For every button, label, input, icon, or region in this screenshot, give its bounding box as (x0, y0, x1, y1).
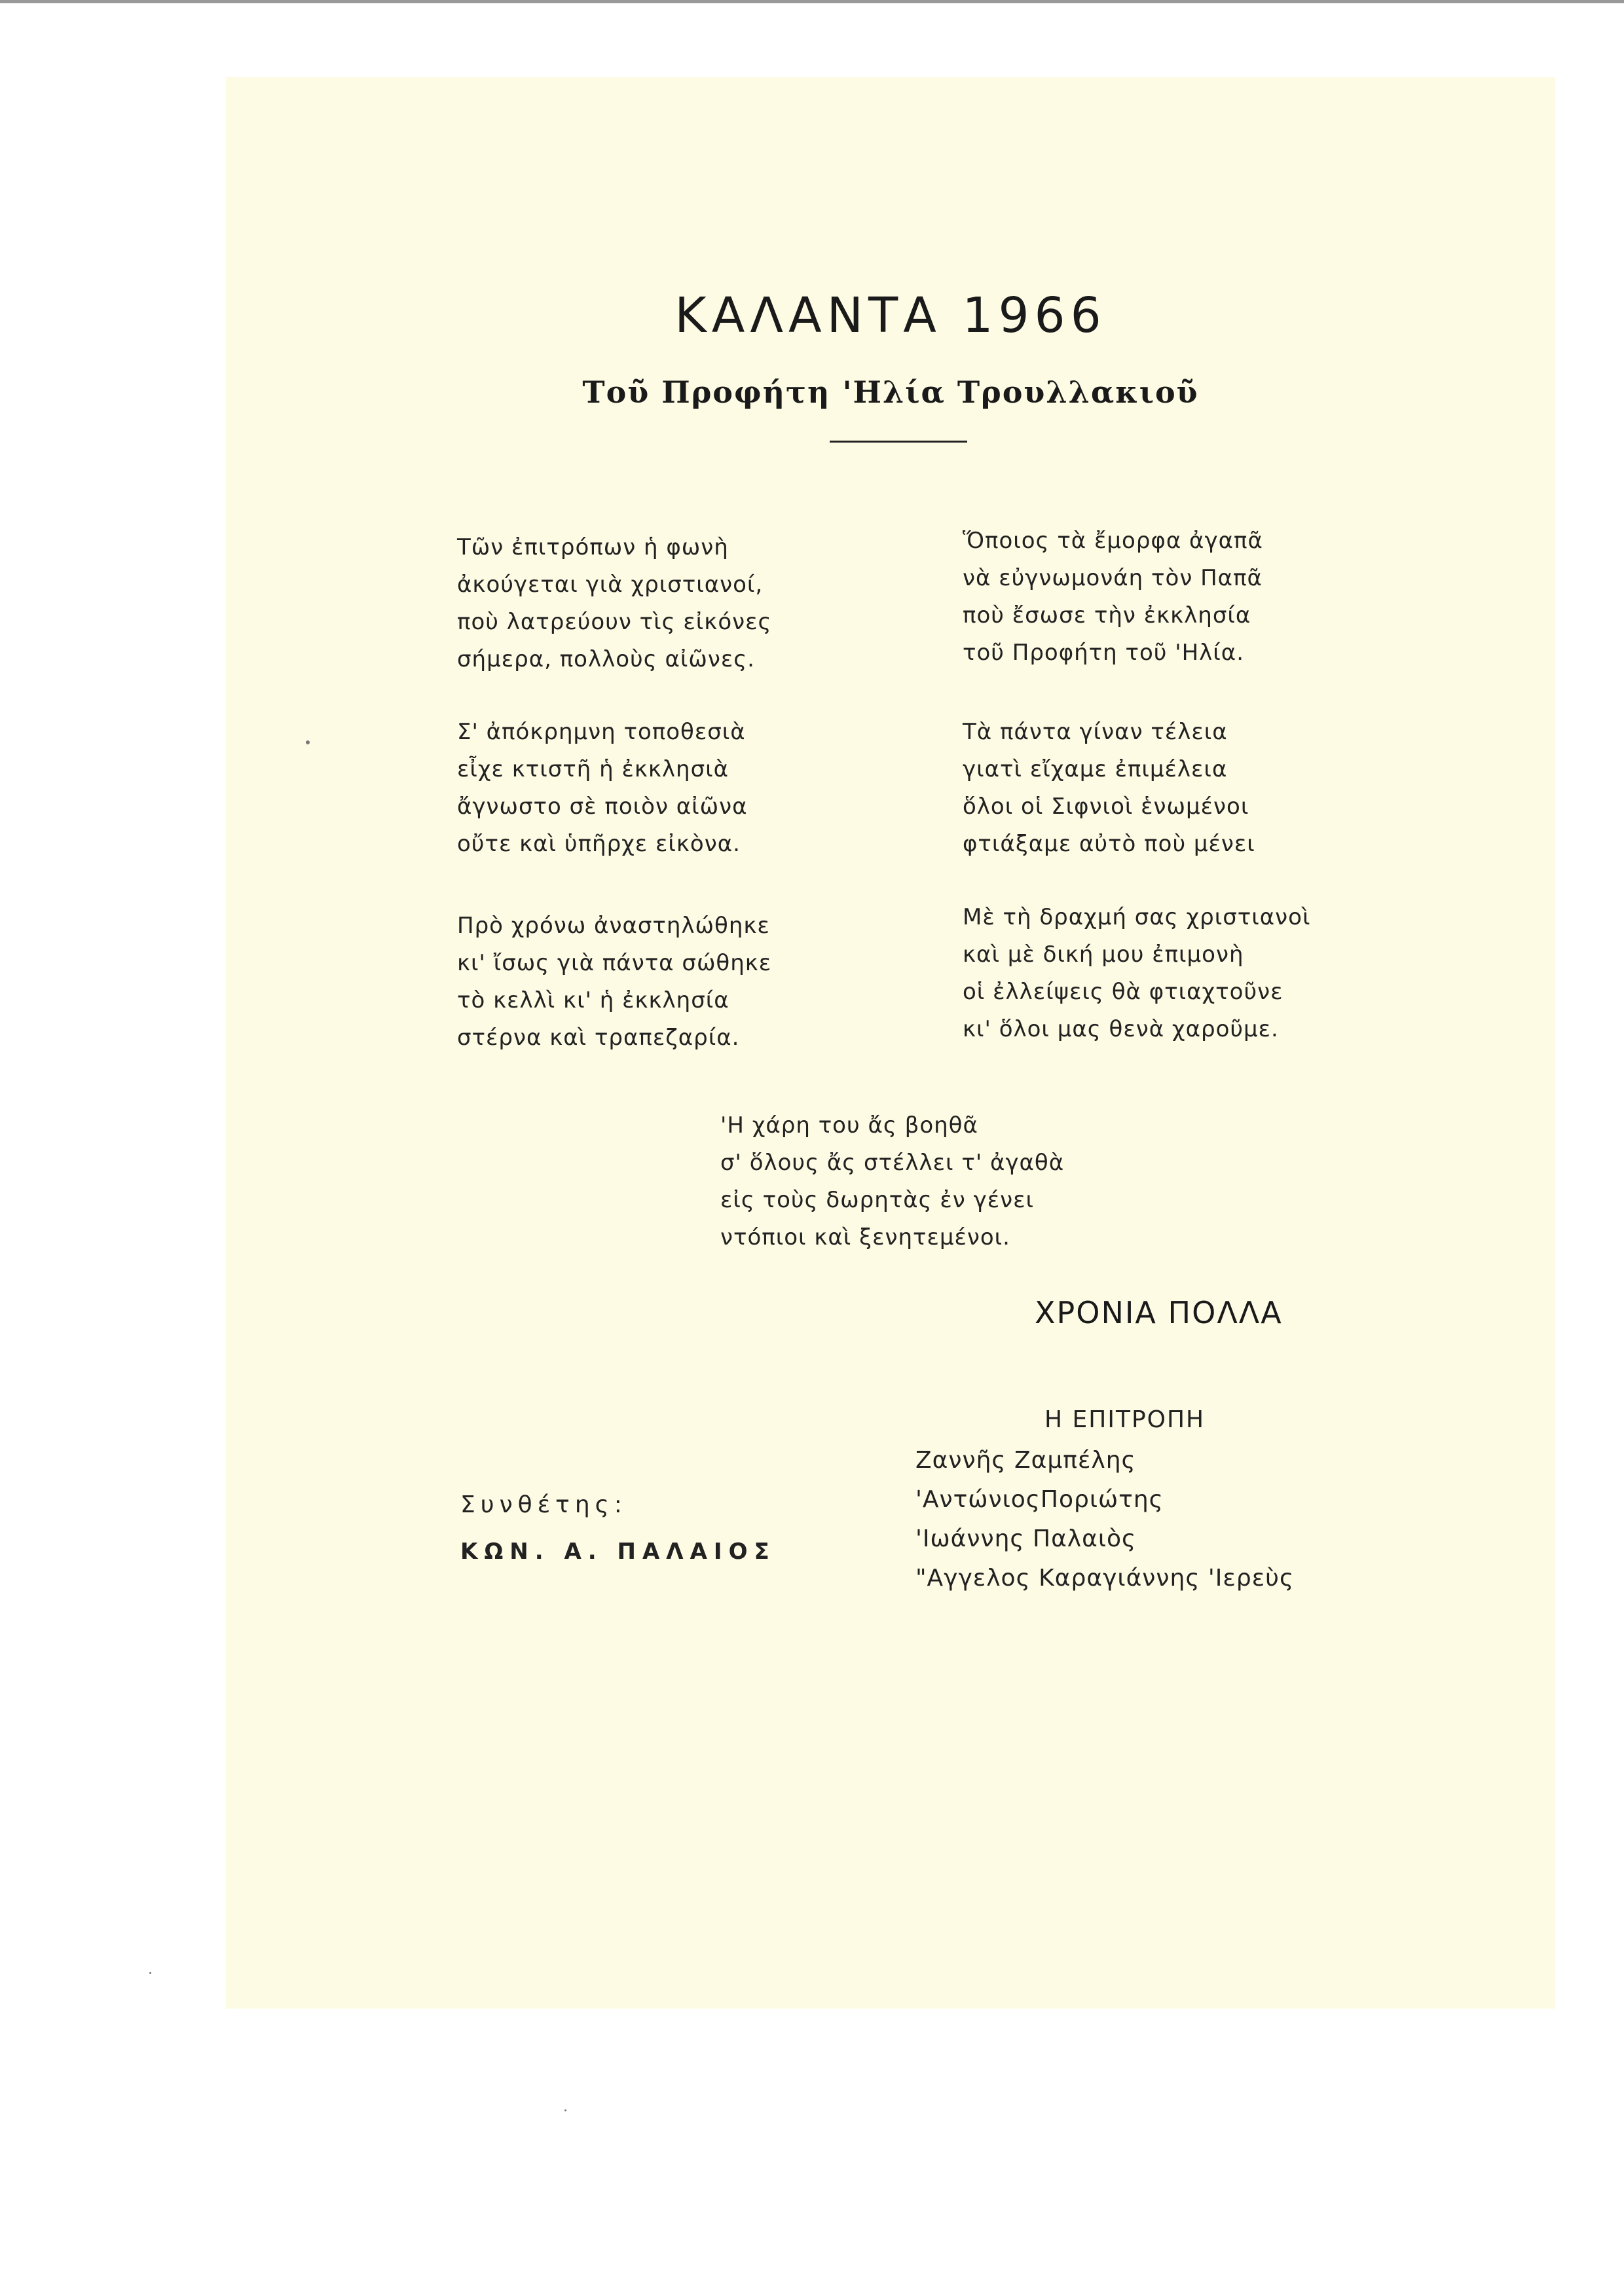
composer-label: Συνθέτης: (460, 1491, 627, 1518)
verse-line: ἄγνωστο σὲ ποιὸν αἰῶνα (457, 793, 748, 820)
verse-line: Ὅποιος τὰ ἔμορφα ἀγαπᾶ (963, 528, 1263, 554)
composer-name: ΚΩΝ. Α. ΠΑΛΑΙΟΣ (460, 1539, 776, 1565)
verse-line: γιατὶ εἴχαμε ἐπιμέλεια (963, 756, 1228, 782)
committee-member: 'Ιωάννης Παλαιὸς (915, 1525, 1137, 1552)
paper-sheet (226, 77, 1555, 2009)
stanza-1 (457, 529, 771, 678)
verse-line: κι' ὅλοι μας θενὰ χαροῦμε. (963, 1016, 1279, 1042)
verse-line: σ' ὅλους ἄς στέλλει τ' ἀγαθὰ (720, 1150, 1065, 1176)
verse-line: νὰ εὐγνωμονάη τὸν Παπᾶ (963, 565, 1263, 591)
verse-line: οὔτε καὶ ὑπῆρχε εἰκὸνα. (457, 831, 741, 857)
committee-member: "Αγγελος Καραγιάννης 'Ιερεὺς (915, 1565, 1295, 1592)
verse-line: Μὲ τὴ δραχμή σας χριστιανοὶ (963, 904, 1311, 930)
verse-line: Τῶν ἐπιτρόπων ἡ φωνὴ (457, 534, 729, 560)
verse-line: ἀκούγεται γιὰ χριστιανοί, (457, 572, 764, 598)
greeting: ΧΡΟΝΙΑ ΠΟΛΛΑ (1035, 1295, 1283, 1330)
stanza-4 (963, 522, 1263, 672)
verse-line: Σ' ἀπόκρημνη τοποθεσιὰ (457, 719, 746, 745)
verse-line: οἱ ἐλλείψεις θὰ φτιαχτοῦνε (963, 979, 1283, 1005)
verse-line: Πρὸ χρόνω ἀναστηλώθηκε (457, 913, 770, 939)
scan-speck (564, 2109, 566, 2111)
title-divider (830, 441, 967, 443)
verse-line: κι' ἴσως γιὰ πάντα σώθηκε (457, 950, 772, 976)
stanza-7 (720, 1107, 1064, 1256)
paper-speck (306, 740, 310, 744)
verse-line: σήμερα, πολλοὺς αἰῶνες. (457, 646, 755, 672)
verse-line: στέρνα καὶ τραπεζαρία. (457, 1025, 740, 1051)
committee-members (915, 1441, 1294, 1598)
verse-line: ποὺ λατρεύουν τὶς εἰκόνες (457, 609, 772, 635)
verse-line: ποὺ ἔσωσε τὴν ἐκκλησία (963, 602, 1251, 629)
stanza-5 (963, 714, 1255, 863)
document-title: ΚΑΛΑΝΤΑ 1966 (674, 287, 1107, 344)
verse-line: τοῦ Προφήτη τοῦ 'Ηλία. (963, 640, 1245, 666)
verse-line: καὶ μὲ δική μου ἐπιμονὴ (963, 941, 1244, 968)
stanza-3 (457, 907, 771, 1057)
committee-member: 'ΑντώνιοςΠοριώτης (915, 1486, 1164, 1513)
verse-line: Τὰ πάντα γίναν τέλεια (963, 719, 1228, 745)
verse-line: ὅλοι οἱ Σιφνιοὶ ἑνωμένοι (963, 793, 1249, 820)
verse-line: εἰς τοὺς δωρητὰς ἐν γένει (720, 1187, 1034, 1213)
stanza-2 (457, 714, 748, 863)
verse-line: τὸ κελλὶ κι' ἡ ἐκκλησία (457, 987, 729, 1013)
committee-member: Ζαννῆς Ζαμπέλης (915, 1447, 1136, 1474)
scan-edge (0, 0, 1624, 3)
verse-line: 'Η χάρη του ἄς βοηθᾶ (720, 1112, 978, 1139)
scan-speck (149, 1972, 151, 1974)
committee-heading: Η ΕΠΙΤΡΟΠΗ (1044, 1406, 1206, 1433)
verse-line: φτιάξαμε αὐτὸ ποὺ μένει (963, 831, 1255, 857)
stanza-6 (963, 899, 1310, 1048)
document-subtitle: Τοῦ Προφήτη 'Ηλία Τρουλλακιοῦ (582, 374, 1199, 410)
verse-line: ντόπιοι καὶ ξενητεμένοι. (720, 1224, 1010, 1250)
verse-line: εἶχε κτιστῆ ἡ ἐκκλησιὰ (457, 756, 729, 782)
